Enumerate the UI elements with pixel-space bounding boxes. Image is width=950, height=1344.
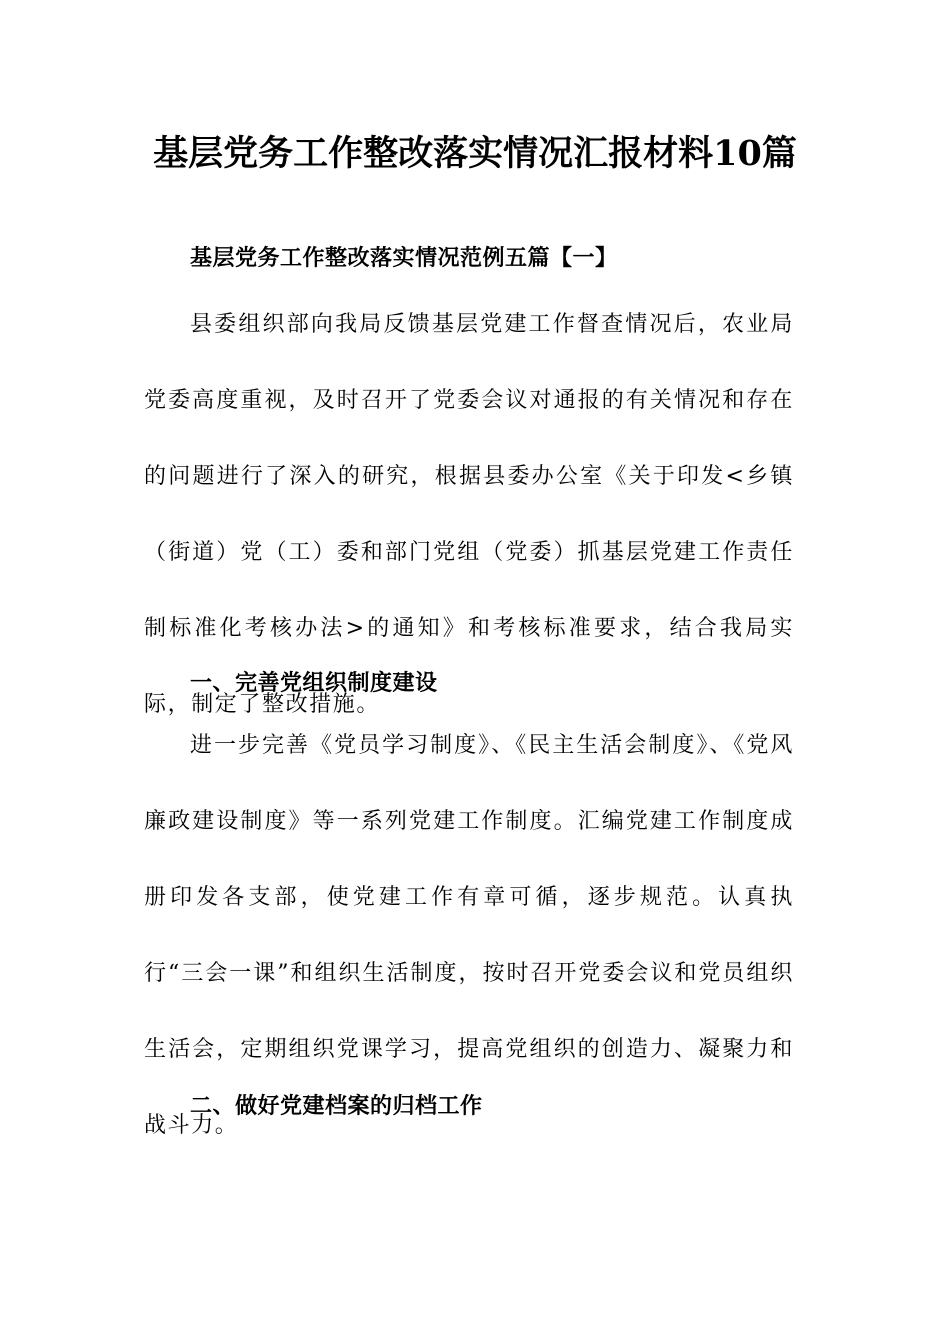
item1-heading: 一、完善党组织制度建设 bbox=[190, 670, 438, 696]
item1-paragraph: 进一步完善《党员学习制度》、《民主生活会制度》、《党风廉政建设制度》等一系列党建工作制度。汇编党建工作制度成册印发各支部，使党建工作有章可循，逐步规范。认真执行“三会一课”和组织生活制度，按时召开党委会议和党员组织生活会，定期组织党课学习，提高党组织的创造力、凝聚力和战斗力。 bbox=[144, 733, 794, 1138]
document-title: 基层党务工作整改落实情况汇报材料10篇 bbox=[153, 133, 797, 174]
section-heading: 基层党务工作整改落实情况范例五篇【一】 bbox=[190, 245, 618, 271]
intro-paragraph: 县委组织部向我局反馈基层党建工作督查情况后，农业局党委高度重视，及时召开了党委会议对通报的有关情况和存在的问题进行了深入的研究，根据县委办公室《关于印发<乡镇（街道）党（工）委和部门党组（党委）抓基层党建工作责任制标准化考核办法>的通知》和考核标准要求，结合我局实际，制定了整改措施。 bbox=[144, 312, 794, 717]
item2-heading: 二、做好党建档案的归档工作 bbox=[190, 1093, 483, 1119]
